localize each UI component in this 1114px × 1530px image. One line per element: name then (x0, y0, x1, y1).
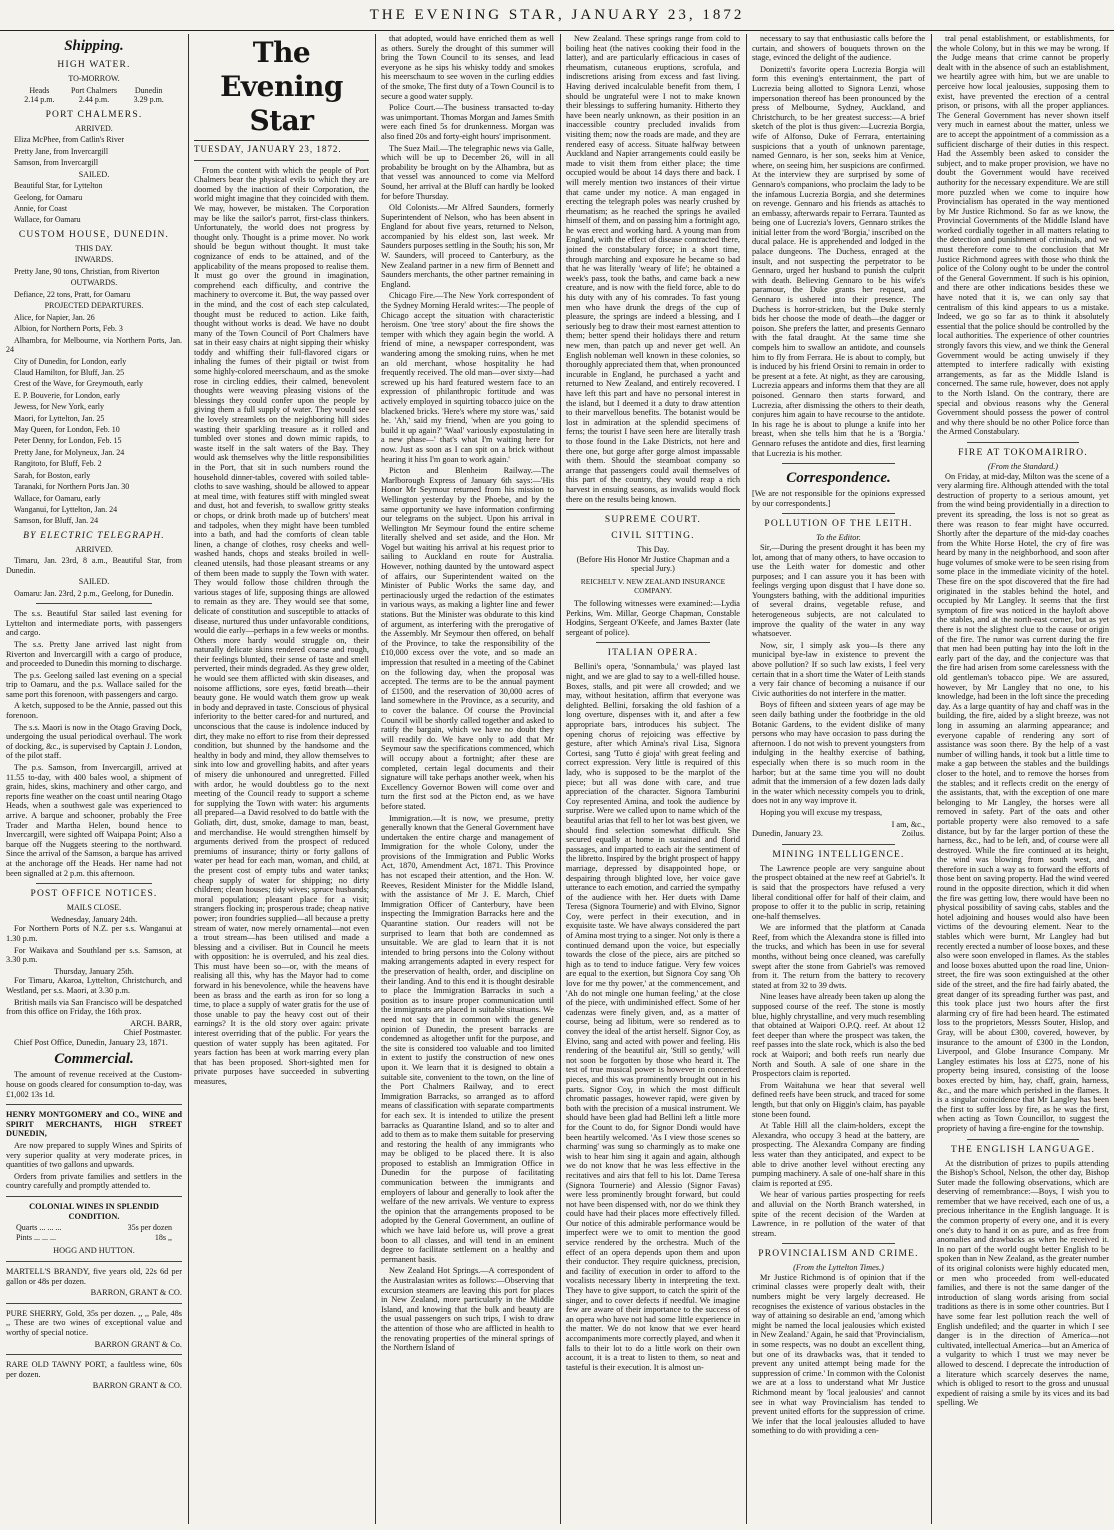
mining-paragraph: The Lawrence people are very sanguine about the prospect obtained at the new reef at Gabriel's. It is said that the prospectors have refused a very liberal conditional offer for half of their claim, and propose to offer it to the public in scrip, retaining one-half themselves. (752, 863, 925, 921)
column-correspondence (752, 34, 925, 1524)
newspaper-logo: The Evening Star (220, 36, 343, 137)
telegraph-item: Oamaru: Jan. 23rd, 2 p.m., Geelong, for Dunedin. (14, 588, 174, 598)
sailed-label: SAILED. (78, 169, 110, 179)
outwards-item: Defiance, 22 tons, Pratt, for Oamaru (14, 290, 131, 299)
ad-pure-sherry: PURE SHERRY, Gold, 35s per dozen. ,, ,, Pale, 48s ,, These are two wines of exceptional value and worthy of special notice. BARRON GRANT & Co. (6, 1308, 182, 1349)
opera-review: Bellini's opera, 'Sonnambula,' was played last night, and we are glad to say to a well-filled house. Boxes, stalls, and pit were all crowded; and we may, without hesitation, affirm that everyone was delighted. Bellini, forsaking the old fashion of a long overture, dispenses with it, and after a few appropriate bars, introduces his subject. The opening chorus of rejoicing was effective by gesture, after which Amina's rival Lisa, Signora Cortesi, sang 'Tutto é gioja' with great feeling and correct expression. Very little is required of this lady, who is supposed to be the marplot of the piece; but all was done with care, and true appreciation of the character. Signora Tamburini Coy represented Amina, and took the audience by surprise. Were we called upon to name which of the beautiful arias that fell to her lot was best given, we should find selection somewhat difficult. She secured equally at home in sustained and florid passages, and imparted to each air the sentiment of the libretto. Inspired by the bright prospect of happy marriage, depressed by disappointed hope, or despairing through blighted love, her voice gave utterance to each emotion, and carried the sympathy of the audience with her. Her duets with Dame Teresa (Signora Tournerie) and with Elvino, Signor Coy, were perfect in their execution, and in exquisite taste. We have always considered the part of Amina most trying to a singer. Not only is there a continued demand upon the voice, but especially towards the close of the piece, airs are pitched so high as to tend to induce fatigue. Very few voices are equal to the exertion, but Signora Coy sang 'Oh love for me thy power,' at the commencement, and 'Ah do not mingle one human feeling,' at the close of the piece, with undiminished effect. Some of her cadenzas were finely given, and, as a matter of course, being ad libitum, were so rendered as to convey the ideal of the artist herself. Signor Coy, as Elvino, sang and acted with power and feeling. His rendering of the beautiful air, 'Still so gently,' will not soon be forgotten by those who heard it. The test of true musical power is however in concerted pieces, and this was prominently brought out in his parts. Signor Coy, in which the most difficult chromatic passages, however rapid, were given by both with the precision of a musical instrument. We should have been glad had Bellini left a little more for the Count to do, for Signor Dondi would have been heartily welcomed. 'As I view those scenes so charming' was sung so charmingly as to make one wish to hear him sing it again and again, although we do not know that he was less effective in the recitatives and airs that fell to his lot. Dame Teresa (Signora Tournerie) and Alessio (Signor Favas) were less prominently brought forward, but could not have been dispensed with, nor do we think they could have had their places more effectively filled. Our notice of this admirable performance would be imperfect were we to omit to mention the good service rendered by the orchestra. Much of the effect of an opera depends upon them and upon their conductor. They require quickness, precision, and facility of execution in order to afford to the vocalists necessary liberty in interpreting the text. They have to give support, to catch the spirit of the singer, and to cover defects if needful. We imagine few are aware of their importance to the success of an opera who have not had some little experience in the matter. We do not know that we ever heard accompaniments more correctly played, and when it falls to their lot to do a little work on their own account, it is a treat to listen to them, so neat and tasteful is their execution. It is almost un- (566, 662, 740, 1372)
post-office-date: Chief Post Office, Dunedin, January 23, 1871. (14, 1037, 168, 1047)
letter-signature: Zoilus. (901, 829, 925, 839)
arrival-item: Pretty Jane, from Invercargill (14, 146, 109, 156)
fire-heading: FIRE AT TOKOMAIRIRO. (958, 447, 1088, 458)
sailing-item: Beautiful Star, for Lyttelton (14, 181, 103, 191)
column-rule (560, 34, 561, 1524)
ad-montgomery: HENRY MONTGOMERY and CO., WINE and SPIRIT MERCHANTS, HIGH STREET DUNEDIN, Are now prepared to supply Wines and Spirits of very superior quality at very moderate prices, in quantities of two gallons and upwards. Orders from private families and settlers in the country carefully and promptly attended to. (6, 1110, 182, 1191)
departure-item: Crest of the Wave, for Greymouth, early (14, 379, 143, 389)
column-local-news (381, 34, 554, 1524)
departures-list (6, 313, 182, 526)
ad-tawny-port: RARE OLD TAWNY PORT, a faultless wine, 60s per dozen. BARRON GRANT & CO. (6, 1360, 182, 1391)
opera-paragraph: Donizetti's favorite opera Lucrezia Borgia will form this evening's entertainment, the part of Lucrezia being allotted to Signora Lenzi, whose impersonation thereof has been pronounced by the press of Melbourne, Sydney, Auckland, and Christchurch, to be her greatest success:—A brief sketch of the plot is thus given:—Lucrezia Borgia, wife of Alfonso, Duke of Ferrara, entertaining suspicions that a youth of unknown parentage, named Gennaro, is her son, seeks him at Venice, where, on seeing him, her suspicions are confirmed. At the interview they are surprised by some of Gennaro's companions, who proclaim the lady to be the infamous Lucrezia Borgia, and she determines on revenge. Gennaro and his friends as attachés to an embassy, afterwards repair to Ferrara. Taunted as being one of Lucrezia's lovers, Gennaro strikes the initial letter from the word 'Borgia,' inscribed on the ducal palace. He is apprehended and lodged in the palace dungeons. The Duchess, enraged at the insult, and not suspecting the perpetrator to be Gennaro, urged her husband to punish the culprit with death. Believing Gennaro to be his wife's paramour, the Duke grants her request, and Gennaro is ushered into their presence. The Duchess is horror-stricken, but the Duke sternly bids her choose the mode of death—the dagger or poison. She prefers the latter, and presents Gennaro with the fatal draught. At the same time she compels him to swallow an antidote, and counsels him to fly from Ferrara. He is about to comply, but is induced by his friend Orsini to remain in order to be present at a fete. At night, as they are carousing, Lucrezia appears and informs them that they are all poisoned. Gennaro then starts forward, and Lucrezia, after dismissing the others to their death, conjures him again to have recourse to the antidote. In his rage he is about to plunge a knife into her breast, when she tells him that he is a 'Borgia.' Gennaro refuses the antidote and dies, first learning that Lucrezia is his mother. (752, 64, 925, 458)
correspondence-note: [We are not responsible for the opinions expressed by our correspondents.] (752, 489, 925, 508)
tide-heads: Heads 2.14 p.m. (24, 85, 55, 105)
mail-notice: For Northern Ports of N.Z. per s.s. Wanganui at 1.30 p.m. (6, 924, 182, 943)
mining-paragraph: We are informed that the platform at Canada Reef, from which the Alexandra stone is filled into the trucks, and which has been in use for several months, without being once cleaned, was carefully swept after the stone from Gabriel's was removed from it. The return from the battery to recovery stated at from 32 to 39 dwts. (752, 923, 925, 990)
mail-notice: For Waikava and Southland per s.s. Samson, at 3.30 p.m. (6, 945, 182, 965)
inwards-label: INWARDS. (74, 255, 114, 265)
editorial-paragraph: From the content with which the people of Port Chalmers bear the physical evils to which they are doomed by the inaction of their Corporation, the world might imagine that they coincided with them. We may, however, be mistaken. The Corporation may be like the sailor's parrot, first-class thinkers. Unfortunately, the world does not progress by thought only. Thought is a prime mover. No work should be begun without thought. It must take cognizance of ends to be attained, and of the applicability of the means proposed to realise them. It must go over the ground in imagination, comprehend each difficulty, and contrive the machinery to overcome it. But, the way passed over in the mind, and the cost of each step calculated, thought must be reduced to action. Like faith, thought without works is dead. We have no doubt many of the Town Council of Port Chalmers have sat in their easy chairs at night sipping their whisky toddy and whiffing their full-flavored cigars or inhaling the fumes of their pigtail or twist from some highly-colored meerschaum, and as the smoke rose in circling eddies, their calmed, benevolent thoughts were weaving pleasing visions of the blessings they could confer upon the people by giving them a full supply of water. They would see the lovely streamlets on the neighboring hill sides wasting their sparkling treasure as it rolled and tumbled over stones and down mimic rapids, to waste itself in the salt waters of the Bay. They would ask themselves why the little responsibilities in the Port, that sit in such numbers round the household dinner-tables, covered with soiled table-cloths to save washing, should be allowed to appear at meal time, with features stiff with mingled sweat and dust, hot and feverish, to swallow gritty steaks or chops, or drink broth made up of butchers' meat and tadpoles, when they might have been tumbled into a bath, and had the comforts of clean table linen, a change of clothes, rosy cheeks and well-washed hands, chops and steaks broiled in well-cleaned utensils, had those pleasant streams or any of them been made to supply the Town with water. They would follow those children through the various stages of life, supposing things are allowed to remain as they are. They would see that some, delicate of constitution and susceptible to attacks of disease, nurtured thus under unfavorable conditions, would die early—perhaps in a few weeks or months. Others more hardy would struggle on, their naturally delicate skins rendered coarse and rough, their feelings blunted, their sense of taste and smell perverted, their minds degraded. As they grew older, he would see them afflicted with skin diseases, and noisome afflictions, sore eyes, fœtid breath—their beauty gone. He would watch them grow up weak in body and depraved in taste. Conscious of physical inferiority to the better cared-for and nurtured, and unconscious that the cause is indolence induced by dirt, they make no effort to rise from their depressed condition, but shunned by the handsome and the healthy in body and mind, they allow themselves to sink into low and grovelling habits, and after years of misery die unhonoured and unregretted. Filled with ardor, he would doubtless go to the next meeting of the Council ready to support a scheme for supplying the Town with water: his arguments all prepared—a David resolved to do battle with the Goliath, dirt, dust, smoke, damage to man, beast, and merchandise. He would strengthen himself by arguments derived from the prospect of reduced premiums of insurance; thirty or forty gallons of water per head for each man, woman, and child, at the present cost of empty tubs and water tanks; cheap supply of water for shipping; no dirty children; clean houses; tidy wives; spruce husbands; moral population; pleasant place for a visit; strangers flocking in; prosperous trade; cheap native power; iron foundries supplied—all because a pretty stream of water, now merely ornamental—not even a trout stream—has been utilised and made a blessing and a civiliser. But in Council he meets with opposition: he is overruled, and his zeal dies. This must have been so—or, with the means of realising all this, why has the Mayor had to come forward in his benevolence, while the heavens have been as brass and the earth as iron for so long a time, to place a supply of water gratis for the use of those unable to pay the heavy cost out of their earnings? It is the old story over again: private interest overriding that of the public. For years the question of water supply has been agitated. For years faction has been at work marring every plan that has been proposed. Short-sighted men for private purposes have succeeded in subverting measures, (194, 165, 369, 1086)
issue-date: TUESDAY, JANUARY 23, 1872. (194, 140, 369, 155)
news-paragraph: New Zealand Hot Springs.—A correspondent of the Australasian writes as follows:—Observing that excursion steamers are leaving this port for places in New Zealand, more particularly in the Middle Island, and knowing that the bulk and beauty are the usual passengers on such trips, I wish to draw the attention of those who are afflicted in health to the renovating properties of the mineral springs of the Northern Island of (381, 1266, 554, 1353)
shipping-note: A ketch, supposed to be the Annie, passed out this forenoon. (6, 701, 182, 721)
court-witnesses: The following witnesses were examined:—Lydia Perkins, Wm. Millar, George Chapman, Constable Hodgins, Sergeant O'Keefe, and James Baxter (late sergeant of police). (566, 599, 740, 637)
news-paragraph: Police Court.—The business transacted to-day was unimportant. Thomas Morgan and James Smith were each fined 5s for drunkenness. Morgan was also fined 20s and forty-eight hours' imprisonment. (381, 103, 554, 141)
telegraph-item: Timaru, Jan. 23rd, 8 a.m., Beautiful Star, from Dunedin. (6, 556, 182, 575)
departure-item: Alice, for Napier, Jan. 26 (14, 313, 95, 322)
column-rule (931, 34, 932, 1524)
news-paragraph: The Suez Mail.—The telegraphic news via Galle, which will be up to December 26, will in all probability be brought on by the Alhambra, but as that vessel was announced to come via Melford Sound, her arrival at the Bluff can hardly be looked for before Thursday. (381, 143, 554, 201)
departure-item: City of Dunedin, for London, early (14, 356, 127, 366)
news-paragraph: Immigration.—It is now, we presume, pretty generally known that the General Government have undertaken the entire charge and management of Immigration for the whole Colony, under the provisions of the Immigration and Public Works Act, 1870, Amendment Act, 1871. This Province has not escaped their attention, and the Hon. W. Reeves, Resident Minister for the Middle Island, with the assistance of Mr J. E. March, Chief Immigration Officer of Canterbury, have been inspecting the Immigration Barracks here and the Quarantine station. Our readers will not be surprised to learn that both are condemned as unsuitable. We are glad to learn that it is not intended to bring persons into the Colony without making arrangements adapted in every respect for the preservation of health, order, and discipline on their landing. And to this end it is thought desirable to place the Immigration Barracks in such a position as to insure proper communication until the immigrants are placed in suitable situations. We need not say that in common with the general opinion of Dunedin, the present barracks are condemned as altogether unfit for the purpose, and the site is considered too valuable and too limited in extent to justify the construction of new ones upon it. We learn that it is designed to obtain a suitable site, convenient to the town, on the line of the Port Chalmers Railway, and to erect Immigration Barracks, so arranged as to afford means of classification with separate compartments for each sex. It is intended to utilize the present barracks as Quarantine Island, and so to alter and add to them as to make them suitable for preserving and restoring the health of any immigrants who may be obliged to be placed there. It is also proposed to establish an Immigration Office in Dunedin for the purpose of facilitating communication between the immigrants and employers of labour and generally to look after the welfare of the new arrivals. We venture to express the opinion that the arrangements proposed to be adopted by the General Government, an outline of which we have laid before us, will prove a great boon to all classes, and will tend in an eminent degree to facilitate settlement on a healthy and permanent basis. (381, 813, 554, 1264)
provincialism-source: (From the Lyttelton Times.) (793, 1263, 884, 1273)
departure-item: Samson, for Bluff, Jan. 24 (14, 516, 99, 526)
telegraph-heading: BY ELECTRIC TELEGRAPH. (23, 530, 165, 541)
departure-item: Jewess, for New York, early (14, 402, 104, 412)
tomorrow-label: TO-MORROW. (68, 74, 120, 83)
column-court-opera (566, 34, 740, 1524)
shipping-note: The s.s. Beautiful Star sailed last evening for Lyttelton and intermediate ports, with passengers and cargo. (6, 609, 182, 638)
telegraph-sailed-label: SAILED. (78, 577, 110, 587)
letter-paragraph: Now, sir, I simply ask you—Is there any municipal bye-law in existence to prevent the above pollution? If so such law exists, I feel very certain that in a short time the Water of Leith stands a very fair chance of becoming a nuisance if our Civic authorities do not interfere in the matter. (752, 640, 925, 698)
letter-paragraph: Hoping you will excuse my trespass, (760, 807, 883, 817)
departure-item: Claud Hamilton, for Bluff, Jan. 25 (14, 368, 125, 378)
shipping-heading: Shipping. (64, 38, 124, 54)
shipping-note: The s.s. Pretty Jane arrived last night from Riverton and Invercargill with a cargo of produce, and proceeded to Dunedin this morning to discharge. (6, 639, 182, 669)
mining-paragraph: At Table Hill all the claim-holders, except the Alexandra, who occupy 3 head at the battery, are prospecting. The Alexandra Company are finding less water than they anticipated, and expect to be able to drive another level without erecting any pumping machinery. A sale of one-half share in this claim is reported at £95. (752, 1121, 925, 1188)
court-day: This Day. (636, 545, 670, 555)
departure-item: Wallace, for Oamaru, early (14, 493, 101, 503)
post-office-heading: POST OFFICE NOTICES. (30, 889, 158, 900)
sailing-item: Wallace, for Oamaru (14, 215, 81, 225)
fire-source: (From the Standard.) (987, 461, 1059, 471)
mail-date: Thursday, January 25th. (54, 966, 134, 976)
column-rule (746, 34, 747, 1524)
postmaster-name: ARCH. BARR, (130, 1018, 182, 1028)
tide-port-chalmers: Port Chalmers 2.44 p.m. (71, 85, 117, 105)
english-language-paragraph: At the distribution of prizes to pupils attending the Bishop's School, Nelson, the other day, Bishop Suter made the following observations, which are deserving of remembrance:—Boys, I wish you to remember that we have received, each one of us, a precious inheritance in the English language. It is the common property of every one, and it is every one's duty to hand it on as pure, and as free from anomalies and drawbacks as when he received it. In no part of the world ought better English to be spoken than in New Zealand, as the greater number of its original colonists were highly educated men, or men who proceeded from well-educated families, and there is not the same danger of the introduction of slang words arising from social traditions as there is in some other countries. But I have some fear lest pollution reach the well of English undefiled; and the quarter in which I see danger is in the direction of America—not cultivated, intellectual America—but an America of a vulgarity to which I trust we may never be allowed to descend. I deprecate the introduction of a literature which scarcely deserves the name, which is obliged to resort to the gross and unusual expedient of raising a smile by its vices and its bad spelling. We (937, 1158, 1109, 1408)
outwards-label: OUTWARDS. (70, 278, 118, 288)
departure-item: Pretty Jane, for Molyneux, Jan. 24 (14, 447, 125, 457)
column-fire-language (937, 34, 1109, 1524)
english-language-heading: THE ENGLISH LANGUAGE. (950, 1144, 1096, 1155)
mining-paragraph: From Waitahuna we hear that several well defined reefs have been struck, and traced for some length, but that only on Higgin's claim, has payable stone been found. (752, 1080, 925, 1119)
telegraph-arrived-label: ARRIVED. (75, 544, 113, 554)
news-paragraph: Picton and Blenheim Railway.—The Marlborough Express of January 6th says:—'His Honor Mr Seymour returned from his mission to Wellington yesterday by the Phoebe, and by the same opportunity we have information confirming our telegrams on the subject. Upon his arrival in Wellington Mr Seymour found the entire scheme literally shelved and set aside, and the Hon. Mr Vogel but waiting his arrival at his request prior to sailing to Auckland en route for Australia. However, nothing daunted by the untoward aspect of affairs, our Superintendent waited on the Minister of Public Works the same day, and pertinaciously urged the redaction of the estimates in various ways, as making a lighter line and fewer stations. But the Minister was obdurate to this kind of argument, as interfering with the prerogative of the Assembly. Mr Seymour then offered, on behalf of the Province, to take the responsibility of the £10,000 excess over the vote, and so made an impression that resulted in a meeting of the Cabinet on the following day, when the proposal was accepted. The terms are to be the annual payment of £1500, and the reservation of 30,000 acres of land somewhere in the Province, as a security, and to cover the balance. Of course the Provincial Council will be shortly called together and asked to ratify the bargain, which we have no doubt they will readily do. We have only to add that Mr Seymour saw the specifications commenced, which will occupy about a fortnight; after these are completed, certain legal documents and their signature will take perhaps another week, when his Excellency Governor Bowen will come over and turn the first sod at the Picton end, as we have before stated. (381, 466, 554, 811)
departure-item: Taranaki, for Northern Ports Jan. 30 (14, 482, 130, 492)
tide-dunedin: Dunedin 3.29 p.m. (133, 85, 164, 105)
news-paragraph: Old Colonists.—Mr Alfred Saunders, formerly Superintendent of Nelson, who has been absent in England for about five years, returned to Nelson, accompanied by his eldest son, last week. Mr Saunders purposes settling in the South; his son, Mr W. Saunders, will proceed to Canterbury, as the New Zealand partner in a new firm of Bennett and Saunders merchants, the other partner remaining in England. (381, 203, 554, 289)
letter-heading: POLLUTION OF THE LEITH. (764, 519, 913, 530)
provincialism-paragraph: Mr Justice Richmond is of opinion that if the criminal classes were properly dealt with, their numbers might be very largely decreased. He recognises the existence of various obstacles in the way of attaining so desirable an end, 'among which might be named the local jealousies which existed in New Zealand.' Again, he said that 'Provincialism, in some respects, was no doubt an excellent thing, but one of its drawbacks was, that it tended to prevent any united attempt being made for the suppression of crime.' In common with the Colonist we are at a loss to understand what Mr Justice Richmond meant by 'local jealousies' and cannot see in what way Provincialism has tended to prevent united efforts for the suppression of crime. We infer that the local jealousies alluded to have something to do with providing a cen- (752, 1272, 925, 1436)
inwards-item: Pretty Jane, 90 tons, Christian, from Riverton (14, 267, 160, 276)
departure-item: Wanganui, for Lyttelton, Jan. 24 (14, 504, 118, 514)
case-title: REICHELT V. NEW ZEALAND INSURANCE COMPANY. (580, 576, 726, 596)
ad-martell-brandy: MARTELL'S BRANDY, five years old, 22s 6d per gallon or 48s per dozen. BARRON, GRANT & CO. (6, 1266, 182, 1298)
departure-item: Peter Denny, for London, Feb. 15 (14, 436, 122, 446)
arrival-item: Eliza McPhee, from Catlin's River (14, 135, 125, 145)
column-editorial (194, 34, 369, 1524)
departure-item: Alhambra, for Melbourne, via Northern Ports, Jan. 24 (6, 335, 182, 355)
arrival-item: Samson, from Invercargill (14, 158, 99, 168)
court-before: (Before His Honor Mr Justice Chapman and a special Jury.) (576, 554, 730, 574)
letter-paragraph: Boys of fifteen and sixteen years of age may be seen daily bathing under the footbridge in the old Botanic Gardens, to the evident dislike of many persons who may have occasion to pass during the afternoon. I do not wish to prevent youngsters from indulging in the healthy exercise of bathing, especially when there is so much room in the harbor; but at the same time you will no doubt admit that the immersion of a few dozen lads daily in the water which necessity compels you to drink, does not in any way improve it. (752, 700, 925, 806)
opera-paragraph: necessary to say that enthusiastic calls before the curtain, and showers of bouquets thrown on the stage, evinced the delight of the audience. (752, 34, 925, 63)
departure-item: E. P. Bouverie, for London, early (14, 390, 120, 400)
italian-opera-heading: ITALIAN OPERA. (607, 648, 699, 659)
high-water-heading: HIGH WATER. (57, 60, 131, 70)
custom-house-heading: CUSTOM HOUSE, DUNEDIN. (18, 229, 170, 240)
shipping-note: The p.s. Geelong sailed last evening on a special trip to Oamaru, and the p.s. Wallace sailed for the same port this forenoon, with passengers and cargo. (6, 670, 182, 699)
page-masthead (0, 0, 1114, 31)
provincialism-heading: PROVINCIALISM AND CRIME. (758, 1249, 919, 1260)
letter-place: Dunedin, January 23. (752, 829, 823, 839)
letter-signoff: I am, &c., (891, 819, 925, 829)
article-paragraph: tral penal establishment, or establishments, for the whole Colony, but in this we may be wrong. If the Judge means that crime cannot be properly dealt with in the absence of such an establishment, we heartily agree with him, but we are unable to perceive how local jealousies, supposing them to exist, have prevented the erection of a central prison, or prisons, with all the proper appliances. The General Government has never shown itself very much in earnest about the matter, unless we are to accept the appointment of a commission as a sufficient discharge of their duties in this respect. Had the Assembly been asked to consider the subject, and to make proper provision, we have no doubt the Government would have received authority for the necessary expenditure. We are still more puzzled when we come to inquire how Provincialism has operated in the way mentioned by Mr Justice Richmond. So far as we know, the Provincial Governments of the Middle Island have worked cordially together in all matters relating to the detection and punishment of criminals, and we must therefore come to the conclusion that Mr Justice Richmond agrees with those who think the police of the Colony ought to be under the control of the General Government. If such is his opinion, and there are other indications besides these we have noted that it is, we can only say that centralism of this kind appears to us a mistake. Indeed, we go so far as to think it absolutely essential that the police should be controlled by the local authorities. The experience of other countries strongly favors this view, and we think the General Government would be acting unwisely if they attempted to interfere radically with existing arrangements, as far as the Middle Island is concerned. The same rule, however, does not apply to the North Island. On the contrary, there are special and obvious reasons why the General Government should possess the power of control and why there should be no other Police force than the Armed Constabulary. (937, 34, 1109, 437)
shipping-note: The s.s. Maori is now in the Otago Graving Dock, undergoing the usual periodical overhaul. The work of docking, &c., is supervised by Captain J. London, of the pilot staff. (6, 722, 182, 761)
news-paragraph: Chicago Fire.—The New York correspondent of the Sydney Morning Herald writes:—The people of Chicago accept the situation with characteristic heroism. One 'tree story' about the fire shows the temper with which they again begin the world. A friend of mine, a newspaper correspondent, was wandering among the smoking ruins, when he met an old merchant, whose hospitality he had frequently received. The old man—over sixty—had screwed up his hard featured western face to an expression of philanthropic fortitude and was actively employed in squirting tobacco juice on the blackened bricks. 'Here's where my store was,' said he. 'Ah,' said my friend, 'when are you going to build it up again?' 'Waal' variously expostulating in a new phase—' that's what I'm waiting here for now. Just as soon as I can spit on a brick without hearing it hiss I'm goan to work again.' (381, 291, 554, 464)
ad-colonial-wines: COLONIAL WINES IN SPLENDID CONDITION. Quarts ... ... ... 35s per dozen Pints ... ... ... 18s ,, HOGG AND HUTTON. (16, 1202, 172, 1256)
sailing-item: Geelong, for Oamaru (14, 192, 83, 202)
mail-notice: For Timaru, Akaroa, Lyttelton, Christchurch, and Westland, per s.s. Maori, at 3.30 p.m. (6, 976, 182, 995)
this-day-label: THIS DAY. (75, 243, 113, 253)
supreme-court-heading: SUPREME COURT. (604, 515, 702, 526)
departure-item: Albion, for Northern Ports, Feb. 3 (14, 324, 123, 334)
departure-item: May Queen, for London, Feb. 10 (14, 425, 120, 435)
fire-paragraph: On Friday, at mid-day, Milton was the scene of a very alarming fire. Although attended with the total destruction of property to a serious amount, yet from the wind being providentially in a direction to prevent its spreading, the loss is not so great as there was reason to fear might have occurred. Shortly after the departure of the mid-day coaches from the White Horse Hotel, the cry of fire was heard by many in the neighborhood, and soon after huge volumes of smoke were to be seen rising from some place in the immediate vicinity of the hotel. These fire on the spot discovered that the fire had originated in the stables behind the hotel, and occupied by Mr Langley. It seems that the first symptom of fire was noticed in the hayloft above the stables, and at the north-east corner, but as yet there is not the slightest clue to the cause or origin of the fire. The rumor was current during the fire that men had been putting hay into the loft in the early part of the day, and the conjecture was that the fire had arisen from some carelessness with the old gentleman's tobacco pipe. We are assured, however, by Mr Langley that no one, to his knowledge, had been in the loft since the preceding day. As a large quantity of hay and chaff was in the building, the fire, aided by a slight breeze, was not long in assuming an alarming appearance; and everyone capable of rendering any sort of assistance was soon there. By the help of a vast number of willing hands, it took but a little time to make a gap between the stables and the buildings closer to the hotel, and to remove the horses from the stables; and it reflects credit on the energy of the assistants, that, with the exception of one mare belonging to Mr Langley, the horses were all removed in safety. Part of the oats and other portable property were also removed to a safe distance, but by far the larger portion of these the harness, &c., had to be left, and, of course were all destroyed. While the fire continued at its height, the wind was blowing from south west, and therefore in such a way as to forward the efforts of those bent on saving property. Had the wind veered round in the opposite direction, which it did when the fire was getting low, there would have been no physical possibility of saving cabs, stables and the hotel adjoining and houses would also have been victims of the devouring element. Near to the stables which were burnt, Mr Langley had but recently erected a number of loose boxes, and these also were soon enveloped in flames. As the stables and loose boxes abutted upon the road line, Union-street, the fire was soon extinguished at the other side of the street, and the fire had fairly abated, the great danger of its spreading further was past, and this took place just two hours after the first alarming cry of fire had been heard. The estimated loss to the proprietors, Messrs Souter, Hislop, and Gray, will be about £300, covered, however, by insurance to the amount of £300 in the London, Liverpool, and Globe Insurance Company. Mr Langley estimates his loss at £275, none of his property being insured, consisting of the loose boxes erected by him, hay, chaff, grain, harness, &c., and the mare which perished in the flames. It is a singular coincidence that Mr Langley has been the first to suffer loss by fire, as he was the first, when acting as Town Councillor, to suggest the propriety of having a fire-engine for the township. (937, 471, 1109, 1133)
commercial-text: The amount of revenue received at the Custom-house on goods cleared for consumption to-day, was £1,002 13s 1d. (6, 1070, 182, 1099)
sailing-item: Annie, for Coast (14, 204, 68, 213)
mining-paragraph: We hear of various parties prospecting for reefs and alluvial on the North Branch watershed, in spite of the recent decision of the Warden at Lawrence, in re pollution of the water of that stream. (752, 1190, 925, 1238)
civil-sitting-heading: CIVIL SITTING. (611, 531, 695, 542)
column-rule (375, 34, 376, 1524)
projected-departures-label: PROJECTED DEPARTURES. (44, 301, 144, 311)
mails-close-label: MAILS CLOSE. (66, 903, 122, 913)
mining-heading: MINING INTELLIGENCE. (772, 849, 905, 860)
commercial-heading: Commercial. (54, 1051, 134, 1068)
letter-paragraph: Sir,—During the present drought it has been my lot, among that of many others, to have occasion to use the Leith water for domestic and other purposes; and I can assure you it has been with feelings verging upon disgust that I have done so. Youngsters bathing, with the additional impurities of several drains, vegetable refuse, and heterogeneous subjects, are not calculated to improve the quality of the water in any way whatsoever. (752, 542, 925, 639)
mail-date: Wednesday, January 24th. (50, 914, 138, 924)
arrived-label: ARRIVED. (75, 123, 113, 133)
correspondence-heading: Correspondence. (786, 470, 891, 487)
departure-item: Rangitoto, for Bluff, Feb. 2 (14, 459, 102, 469)
news-paragraph: that adopted, would have enriched them as well as others. Surely the drought of this summer will bring the Town Council to its senses, and lead everyone as he sips his whisky toddy and smokes his meerschaum to see woven in the curling eddies of the smoke, The first duty of a Town Council is to secure a good water supply. (381, 34, 554, 101)
postmaster-title: Chief Postmaster. (123, 1028, 182, 1038)
departure-item: Sarah, for Boston, early (14, 470, 91, 480)
tide-table (12, 86, 176, 105)
letter-to: To the Editor. (816, 533, 861, 543)
departure-item: Maori, for Lyttelton, Jan. 25 (14, 413, 105, 423)
mail-notice: British mails via San Francisco will be despatched from this office on Friday, the 16th prox. (6, 997, 182, 1017)
shipping-note: The p.s. Samson, from Invercargill, arrived at 11.55 to-day, with 400 bales wool, a shipment of grain, hides, skins, machinery and other cargo, and reports fine weather on the coast until nearing Otago Heads, when a southwest gale was experienced to arrive. A barque and schooner, probably the Free Trader and Martha Helen, bound hence to Invercargill, were sighted off Waipapa Point; Also a barque off the Nuggets steering to the northward. Since the arrival of the Samson, a barque has arrived at the anchorage off the Heads. Her name had not been signalled at 2 p.m. this afternoon. (6, 763, 182, 878)
mining-paragraph: Nine leases have already been taken up along the supposed course of the reef. The stone is mostly blue, highly chrystalline, and very much resembling that obtained at Waipori O.P.Q. reef. At about 12 feet deeper than where the prospect was taken, the reef passes into the slate rock, which is also the bed rock at Waipori; and both reefs run nearly due North and South. A sale of one share in the Prospectors claim is reported. (752, 992, 925, 1079)
column-rule (188, 34, 189, 1524)
masthead-text: THE EVENING STAR, JANUARY 23, 1872 (369, 7, 745, 23)
shipping-notes (6, 609, 182, 878)
port-chalmers-heading: PORT CHALMERS. (45, 109, 143, 120)
column-shipping (6, 34, 182, 1524)
article-paragraph: New Zealand. These springs range from cold to boiling heat (the natives cooking their food in the latter), and are particularly efficacious in cases of rheumatism, cutaneous eruptions, scrofula, and indiscretions arising from excess and fast living. Having derived incalculable benefit from them, I should be ungrateful were I not to make known their blessings to suffering humanity. Hitherto they have been nearly unknown, as their position in an inaccessible country precluded invalids from visiting them; now the roads are made, and they are rendered easy of access. Situate halfway between Auckland and Napier arrangements could easily be made to visit them from either place; the time occupied would be about 14 days there and back. I will merely mention two instances of their virtue that came under my notice. A man engaged in erecting the telegraph poles was nearly crushed by rheumatism; as he reached the springs he availed himself of them, and on passing him a fortnight ago, he was erect and working hard. A young man from England, with the effect of disease contracted there, joined the constabulary force; in a short time, through marching and exposure he became so bad that he was literally 'weary of life'; he obtained a week's pass, took the baths, and came back a new creature, and is now with the field force, able to do his duty with any of his comrades. To fast young men who have drunk the dregs of the cup of pleasure, the springs are indeed a blessing, and I seriously beg to draw their most earnest attention to them; better spend their holidays there and return new men, than patch up and never get well. An English nobleman well known in these colonies, so thoroughly appreciated them that, when pronounced incurable in England, he purchased a yacht and returned to New Zealand, and entirely recovered. I have left this part and have no personal interest in the island, but I deemed it a duty to draw attention to their marvellous benefits. The botanist would be lost in admiration at the splendid specimens of ferns; the tourist I have seen here are literally trash to those found in the Lake Districts, not here and there one, but gorge after gorge almost impassable with them. Should the steamboat company so arrange that passengers could avail themselves of this part of the country, they would reap a rich harvest in ensuing seasons, as invalids would flock there on the results being known. (566, 34, 740, 504)
